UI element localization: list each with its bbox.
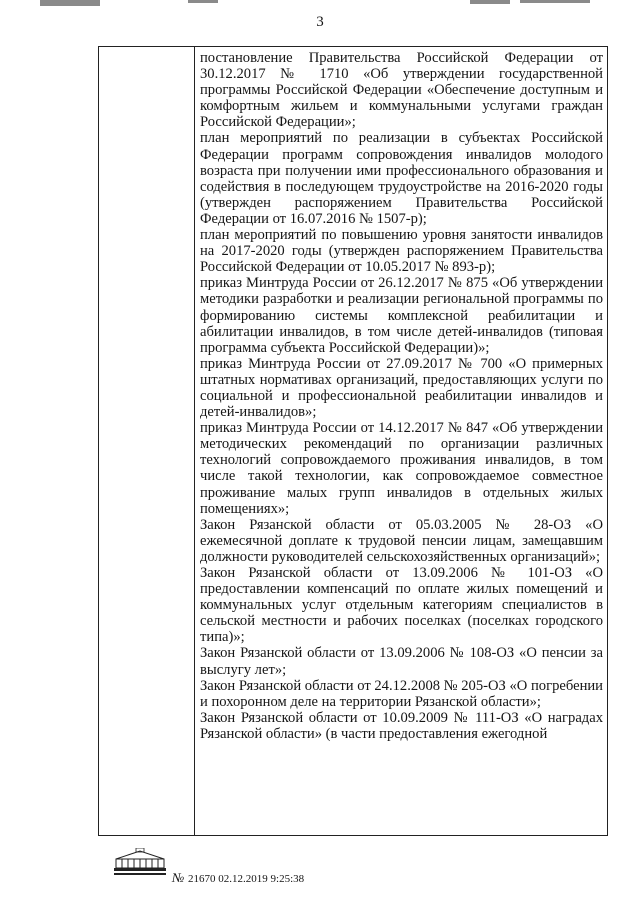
paragraph-item: Закон Рязанской области от 05.03.2005 № 28-ОЗ «О ежемесячной доплате к трудовой пенсии лицам, замещавшим должности руководителей сельскохозяйственных организаций»;: [200, 516, 603, 565]
column-divider: [194, 47, 195, 835]
paragraph-item: приказ Минтруда России от 26.12.2017 № 875 «Об утверждении методики разработки и реализации региональной программы по формированию системы комплексной реабилитации и абилитации инвалидов, в том числе детей-инвалидов (типовая программа субъекта Российской Федерации)»;: [200, 275, 603, 356]
legal-basis-cell: [200, 50, 603, 742]
paragraph-item: Закон Рязанской области от 13.09.2006 № 108-ОЗ «О пенсии за выслугу лет»;: [200, 645, 603, 678]
document-datetime: 02.12.2019 9:25:38: [218, 873, 305, 885]
paragraph-item: Закон Рязанской области от 10.09.2009 № 111-ОЗ «О наградах Рязанской области» (в части предоставления ежегодной: [200, 709, 603, 742]
paragraph-item: приказ Минтруда России от 14.12.2017 № 847 «Об утверждении методических рекомендаций по организации различных технологий сопровождаемого проживания инвалидов, в том числе такой технологии, как сопровождаемое совместное проживание малых групп инвалидов в отдельных жилых помещениях»;: [200, 420, 603, 517]
paragraph-item: план мероприятий по реализации в субъектах Российской Федерации программ сопровождения инвалидов молодого возраста при получении ими профессионального образования и содействия в последующем трудоустройстве на 2016-2020 годы (утвержден распоряжением Правительства Российской Федерации от 16.07.2016 № 1507-р);: [200, 130, 603, 227]
paragraph-item: Закон Рязанской области от 13.09.2006 № 101-ОЗ «О предоставлении компенсаций по оплате жилых помещений и коммунальных услуг отдельным категориям специалистов в сельской местности и рабочих поселках (поселках городского типа)»;: [200, 565, 603, 646]
scan-artifact: [520, 0, 590, 3]
registration-stamp: [172, 870, 304, 886]
paragraph-item: постановление Правительства Российской Федерации от 30.12.2017 № 1710 «Об утверждении государственной программы Российской Федерации «Обеспечение доступным и комфортным жильем и коммунальными услугами граждан Российской Федерации»;: [200, 50, 603, 131]
government-building-icon: [112, 848, 168, 883]
scan-artifact: [40, 0, 100, 6]
document-number: 21670: [188, 873, 216, 885]
scan-artifact: [188, 0, 218, 3]
number-sign: №: [172, 870, 185, 885]
page-number: 3: [316, 14, 324, 30]
scan-artifact: [470, 0, 510, 4]
paragraph-item: план мероприятий по повышению уровня занятости инвалидов на 2017-2020 годы (утвержден распоряжением Правительства Российской Федерации от 10.05.2017 № 893-р);: [200, 227, 603, 276]
paragraph-item: Закон Рязанской области от 24.12.2008 № 205-ОЗ «О погребении и похоронном деле на территории Рязанской области»;: [200, 677, 603, 710]
document-table: [98, 46, 608, 836]
paragraph-item: приказ Минтруда России от 27.09.2017 № 700 «О примерных штатных нормативах организаций, предоставляющих услуги по социальной и профессиональной реабилитации инвалидов и детей-инвалидов»;: [200, 355, 603, 421]
